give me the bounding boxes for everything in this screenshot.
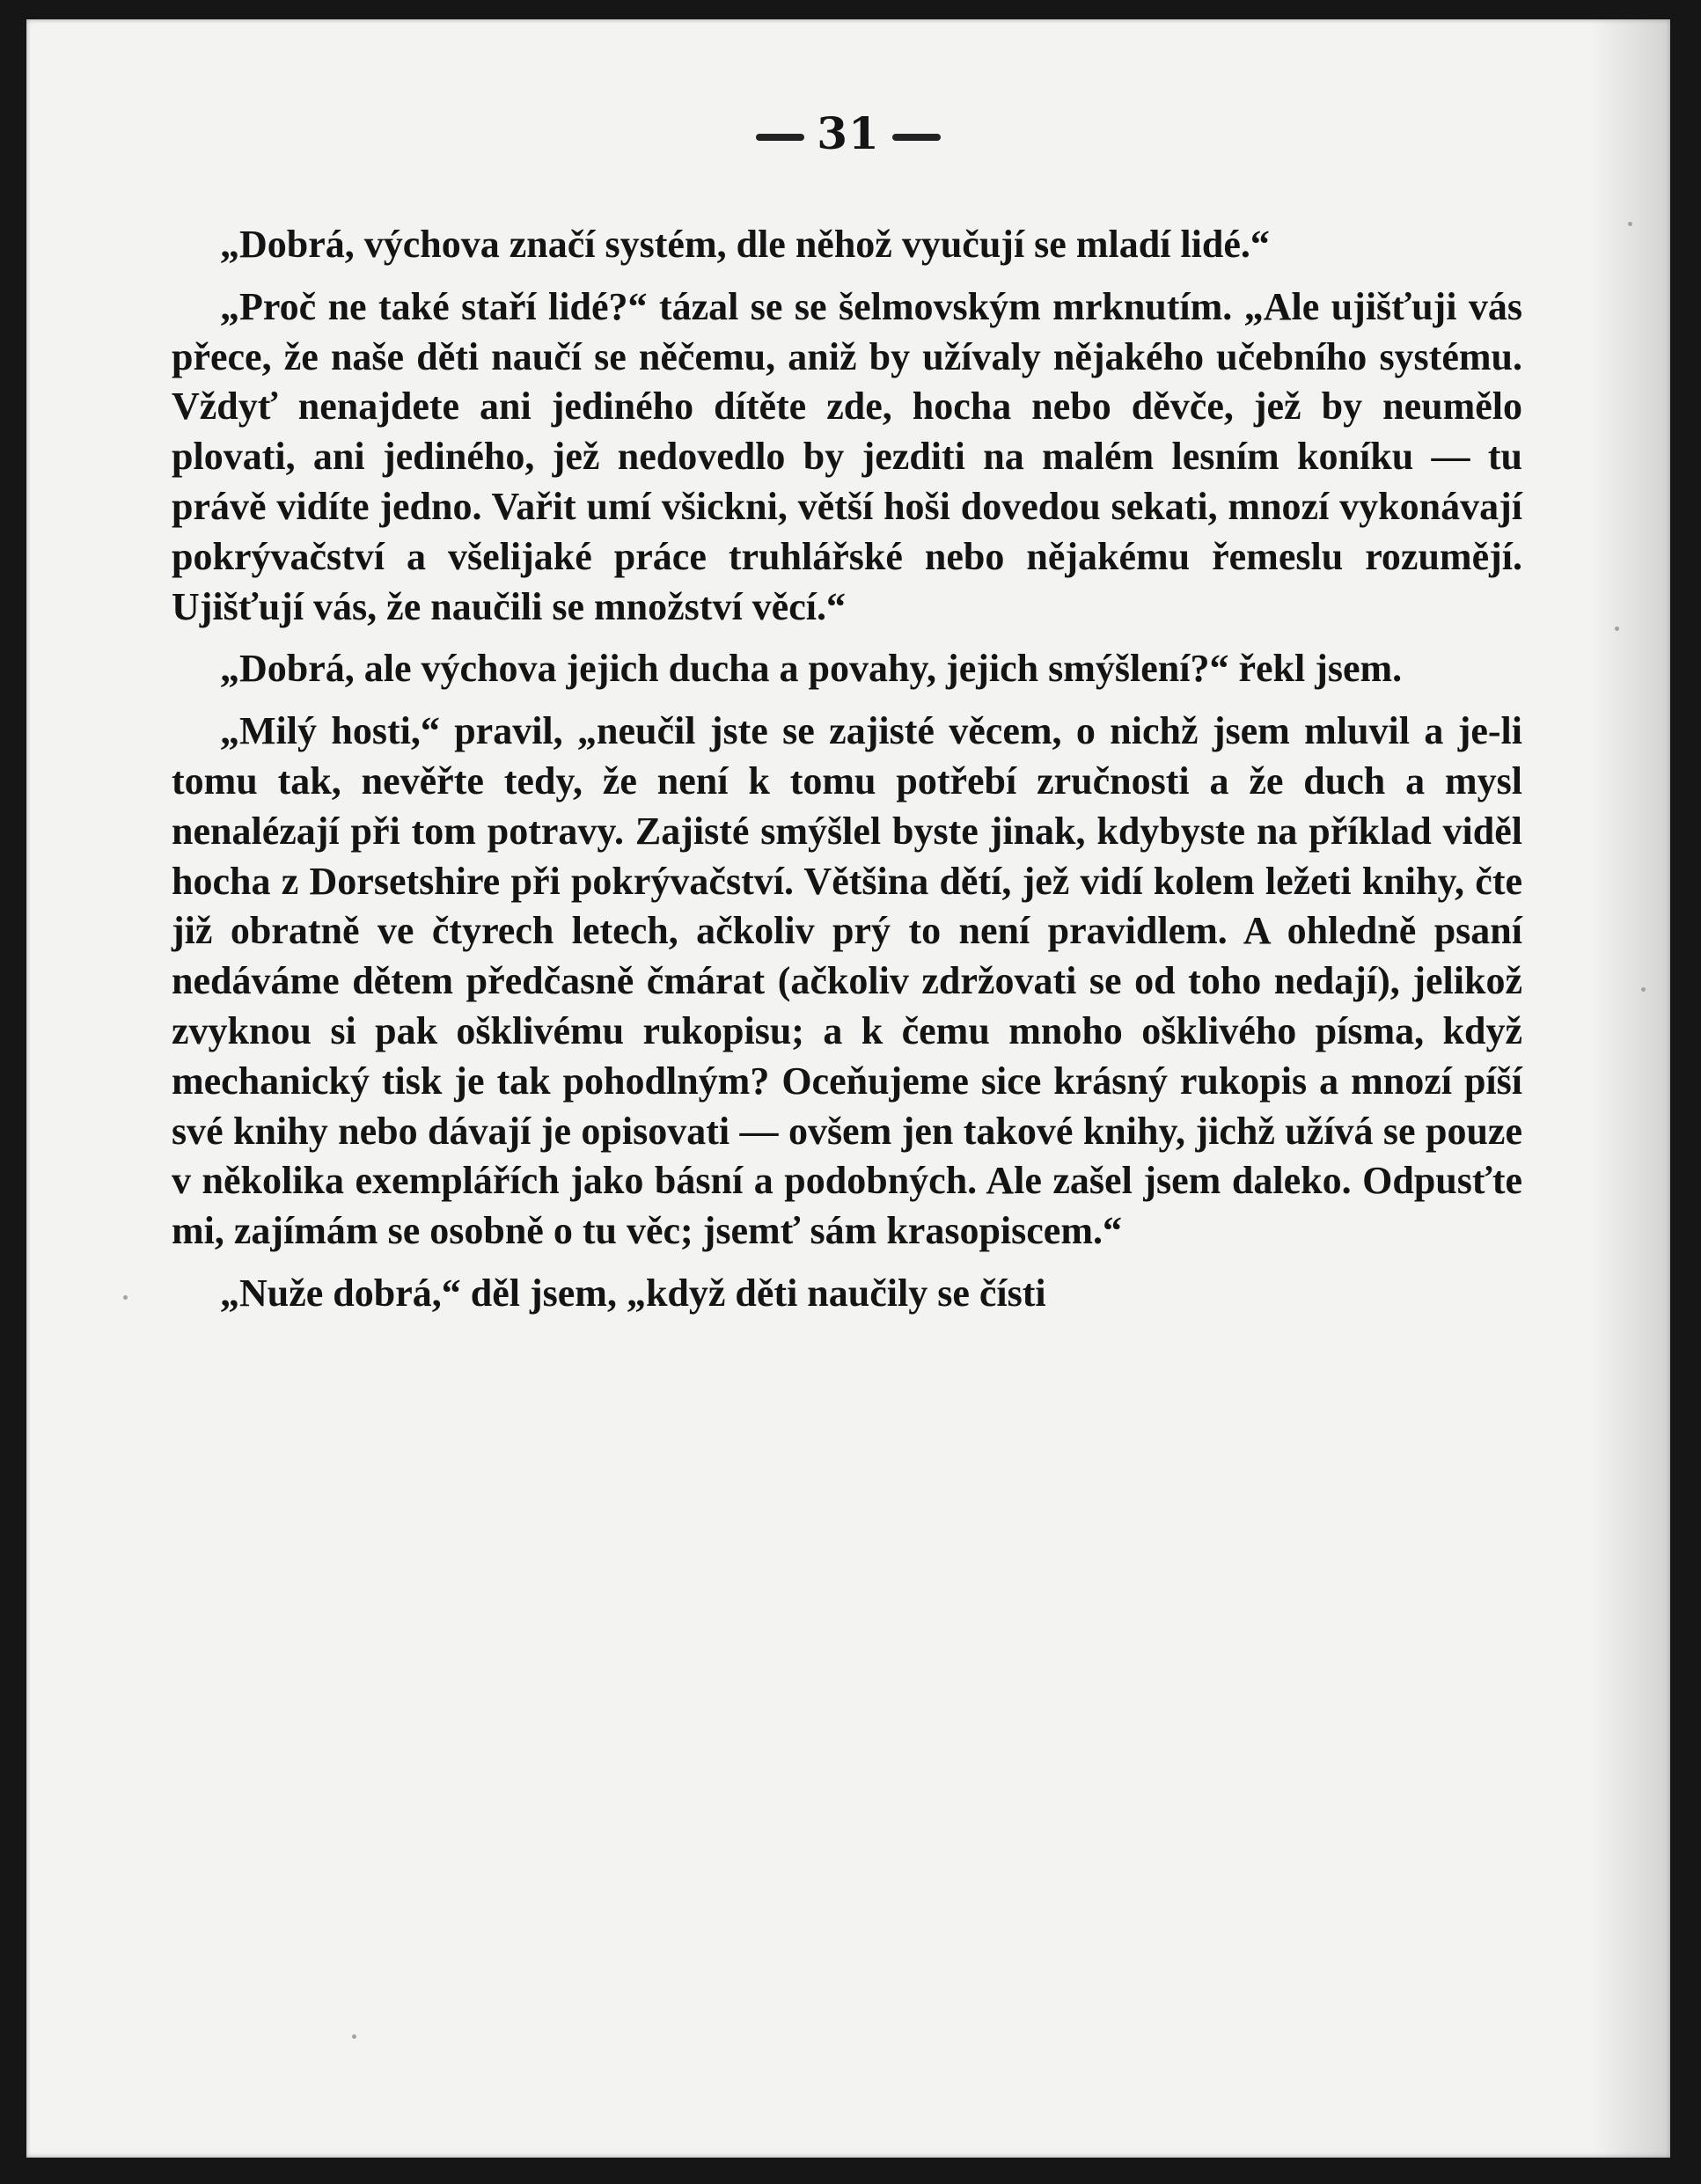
scan-speck <box>1615 627 1619 631</box>
book-page <box>26 19 1670 2158</box>
ornament-dash-right <box>892 134 941 141</box>
scan-speck <box>1628 222 1632 226</box>
ornament-dash-left <box>756 134 804 141</box>
body-text <box>172 220 1522 1319</box>
scan-speck <box>1641 987 1646 992</box>
paragraph: „Milý hosti,“ pravil, „neučil jste se zajisté věcem, o nichž jsem mluvil a je-li tomu tak, nevěřte tedy, že není k tomu potřebí zručnosti a že duch a mysl nenalézají při tom potravy. Zajisté smýšlel byste jinak, kdybyste na příklad viděl hocha z Dorsetshire při pokrývačství. Většina dětí, jež vidí kolem ležeti knihy, čte již obratně ve čtyrech letech, ačkoliv prý to není pravidlem. A ohledně psaní nedáváme dětem předčasně čmárat (ačkoliv zdržovati se od toho nedají), jelikož zvyknou si pak ošklivému rukopisu; a k čemu mnoho ošklivého písma, když mechanický tisk je tak pohodlným? Oceňujeme sice krásný rukopis a mnozí píší své knihy nebo dávají je opisovati — ovšem jen takové knihy, jichž užívá se pouze v několika exemplářích jako básní a podobných. Ale zašel jsem daleko. Odpusťte mi, zajímám se osobně o tu věc; jsemť sám krasopiscem.“ <box>172 709 1522 1253</box>
scan-speck <box>123 1295 128 1300</box>
page-number-value: 31 <box>817 107 880 159</box>
paragraph: „Dobrá, výchova značí systém, dle něhož vyučují se mladí lidé.“ <box>220 223 1270 266</box>
scan-speck <box>352 2034 356 2039</box>
paragraph: „Proč ne také staří lidé?“ tázal se se šelmovským mrknutím. „Ale ujišťuji vás přece, že naše děti naučí se něčemu, aniž by užívaly nějakého učebního systému. Vždyť nenajdete ani jediného dítěte zde, hocha nebo děvče, jež by neumělo plovati, ani jediného, jež nedovedlo by jezditi na malém lesním koníku — tu právě vidíte jedno. Vařit umí všickni, větší hoši dovedou sekati, mnozí vykonávají pokrývačství a všelijaké práce truhlářské nebo nějakému řemeslu rozumějí. Ujišťují vás, že naučili se množství věcí.“ <box>172 284 1522 628</box>
paragraph: „Nuže dobrá,“ děl jsem, „když děti naučily se čísti <box>220 1271 1046 1315</box>
page-number <box>26 107 1670 159</box>
paragraph: „Dobrá, ale výchova jejich ducha a povahy, jejich smýšlení?“ řekl jsem. <box>220 647 1403 691</box>
